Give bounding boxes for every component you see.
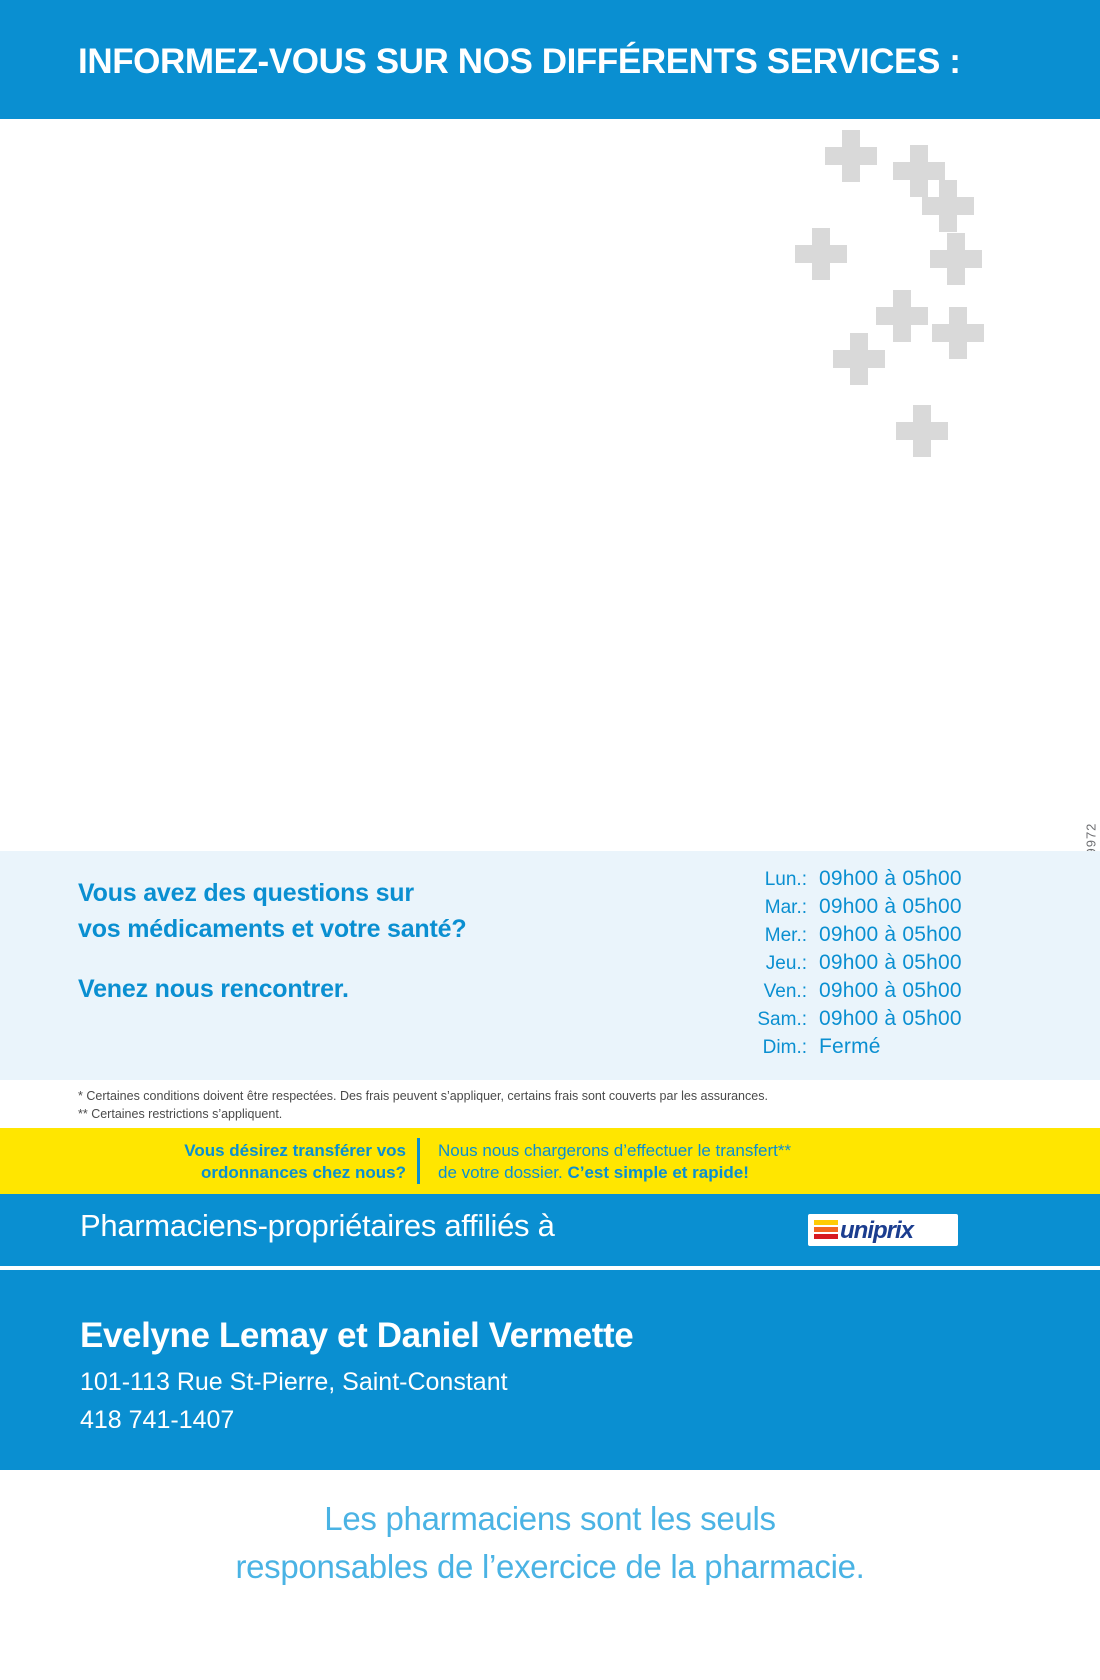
header-band — [0, 0, 1100, 119]
vertical-divider — [417, 1138, 420, 1184]
prescription-transfer-band — [0, 1128, 1100, 1194]
hours-row — [735, 895, 1035, 923]
transfer-answer-emphasis: C’est simple et rapide! — [567, 1163, 749, 1182]
transfer-question-line2: ordonnances chez nous? — [201, 1163, 406, 1182]
contact-band — [0, 1270, 1100, 1470]
hours-day: Mer.: — [764, 925, 807, 946]
cross-icon — [922, 180, 974, 232]
info-question-line2: vos médicaments et votre santé? — [78, 915, 467, 943]
cross-icon — [930, 233, 982, 285]
hours-day: Dim.: — [762, 1037, 807, 1058]
hours-day: Ven.: — [763, 981, 807, 1002]
affiliation-band — [0, 1194, 1100, 1266]
footnote-line-1: * Certaines conditions doivent être respectées. Des frais peuvent s’appliquer, certains frais sont couverts par les assurances. — [78, 1089, 768, 1103]
hours-row — [735, 923, 1035, 951]
info-question — [78, 875, 466, 947]
hours-day: Jeu.: — [765, 953, 807, 974]
pharmacy-address: 101-113 Rue St-Pierre, Saint-Constant — [80, 1368, 508, 1396]
hours-time: 09h00 à 05h00 — [819, 951, 962, 974]
footnote-line-2: ** Certaines restrictions s’appliquent. — [78, 1107, 283, 1121]
hours-time: 09h00 à 05h00 — [819, 923, 962, 946]
pharmacist-names: Evelyne Lemay et Daniel Vermette — [80, 1316, 634, 1355]
hours-row — [735, 867, 1035, 895]
hours-day: Sam.: — [757, 1009, 807, 1030]
hours-time: 09h00 à 05h00 — [819, 895, 962, 918]
transfer-answer — [438, 1140, 791, 1184]
legal-line-1: Les pharmaciens sont les seuls — [324, 1500, 776, 1537]
hours-row — [735, 1007, 1035, 1035]
hours-row — [735, 1035, 1035, 1063]
hours-time: 09h00 à 05h00 — [819, 1007, 962, 1030]
logo-wordmark: uniprix — [840, 1217, 914, 1244]
hours-row — [735, 951, 1035, 979]
info-invitation: Venez nous rencontrer. — [78, 975, 349, 1003]
uniprix-logo — [808, 1214, 958, 1246]
hours-day: Lun.: — [764, 869, 807, 890]
hours-time: 09h00 à 05h00 — [819, 867, 962, 890]
hours-row — [735, 979, 1035, 1007]
pharmacy-phone[interactable]: 418 741-1407 — [80, 1406, 235, 1434]
cross-icon — [795, 228, 847, 280]
transfer-question — [136, 1140, 406, 1184]
opening-hours-list — [735, 867, 1035, 1063]
cross-icon — [825, 130, 877, 182]
transfer-answer-line1: Nous nous chargerons d’effectuer le transfert** — [438, 1141, 792, 1160]
info-question-line1: Vous avez des questions sur — [78, 879, 414, 907]
cross-icon — [896, 405, 948, 457]
logo-bars-icon — [814, 1220, 838, 1240]
legal-statement — [0, 1495, 1100, 1591]
hours-time: Fermé — [819, 1035, 881, 1058]
info-hours-panel — [0, 851, 1100, 1080]
page-title: INFORMEZ-VOUS SUR NOS DIFFÉRENTS SERVICES : — [78, 42, 961, 81]
footnotes — [78, 1087, 768, 1123]
transfer-answer-line2 — [438, 1162, 791, 1184]
legal-line-2: responsables de l’exercice de la pharmacie. — [235, 1548, 865, 1585]
transfer-answer-line2-plain: de votre dossier. — [438, 1163, 568, 1182]
transfer-question-line1: Vous désirez transférer vos — [184, 1141, 406, 1160]
affiliation-text: Pharmaciens-propriétaires affiliés à — [80, 1208, 555, 1243]
hours-day: Mar.: — [764, 897, 807, 918]
cross-icon — [932, 307, 984, 359]
hours-time: 09h00 à 05h00 — [819, 979, 962, 1002]
cross-icon — [833, 333, 885, 385]
